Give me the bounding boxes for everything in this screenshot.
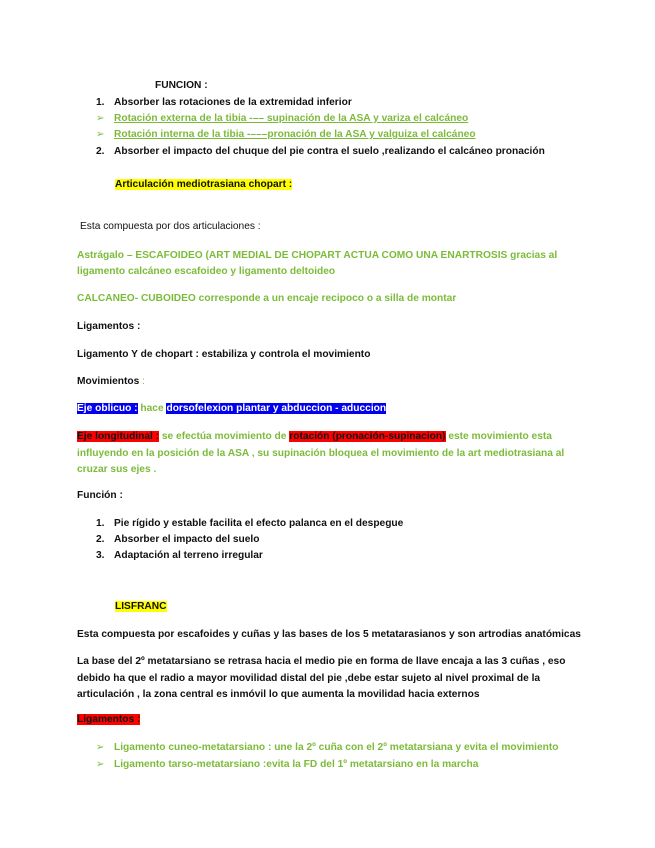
eje-oblicuo-desc: dorsofelexion plantar y abduccion - aduccion (166, 403, 387, 414)
arrow-bullet-icon: ➢ (96, 742, 105, 753)
funcion-subitem-1 (96, 112, 468, 125)
list-item-text: Absorber el impacto del chuque del pie contra el suelo ,realizando el calcáneo pronación (114, 146, 545, 157)
funcion-item-1 (96, 96, 352, 109)
chopart-ligamento-y: Ligamento Y de chopart : estabiliza y controla el movimiento (77, 349, 371, 360)
chopart-funcion-item-3: 3. Adaptación al terreno irregular (96, 550, 263, 561)
arrow-bullet-icon: ➢ (96, 129, 105, 140)
list-item-text: Rotación externa de la tibia -–– supinación de la ASA y variza el calcáneo (114, 113, 469, 124)
arrow-bullet-icon: ➢ (96, 759, 105, 770)
eje-longitudinal-paragraph: Eje longitudinal : se efectúa movimiento de rotación (pronación-supinacion) este movimiento esta influyendo en la posición de la ASA , su supinación bloquea el movimiento de la art mediotrasiana al cruzar sus ejes . (77, 431, 565, 475)
rotacion-highlight: rotación (pronación-supinacion) (289, 431, 446, 442)
arrow-bullet-icon: ➢ (96, 113, 105, 124)
lisfranc-ligamentos-label: Ligamentos : (77, 714, 141, 725)
funcion-subitem-2 (96, 128, 476, 141)
chopart-ligamentos-label: Ligamentos : (77, 321, 141, 332)
lisfranc-ligamento-1: ➢ Ligamento cuneo-metatarsiano : une la 2º cuña con el 2º metatarsiana y evita el movimiento (96, 742, 559, 753)
chopart-movimientos-label: Movimientos : (77, 376, 145, 387)
chopart-funcion-item-2: 2. Absorber el impacto del suelo (96, 534, 260, 545)
chopart-intro: Esta compuesta por dos articulaciones : (80, 221, 261, 232)
list-marker: 2. (96, 146, 105, 157)
eje-oblicuo-label: Eje oblicuo : (77, 403, 138, 414)
list-item-text: Absorber las rotaciones de la extremidad inferior (114, 97, 352, 108)
chopart-articulation-2: CALCANEO- CUBOIDEO corresponde a un encaje recipoco o a silla de montar (77, 293, 457, 304)
chopart-funcion-item-1: 1. Pie rígido y estable facilita el efecto palanca en el despegue (96, 518, 404, 529)
lisfranc-paragraph-1: Esta compuesta por escafoides y cuñas y las bases de los 5 metatarasianos y son artrodias anatómicas (77, 629, 581, 640)
lisfranc-ligamento-2: ➢ Ligamento tarso-metatarsiano :evita la FD del 1º metatarsiano en la marcha (96, 759, 479, 770)
eje-oblicuo-line: Eje oblicuo : hace dorsofelexion plantar y abduccion - aduccion (77, 403, 387, 414)
chopart-heading: Articulación mediotrasiana chopart : (115, 179, 293, 190)
lisfranc-paragraph-2: La base del 2º metatarsiano se retrasa hacia el medio pie en forma de llave encaja a las 3 cuñas , eso debido ha que el radio a mayor movilidad distal del pie ,debe estar sujeto al nivel proximal de la articulación , la zona central es inmóvil lo que aumenta la movilidad hacia externos (77, 656, 566, 700)
funcion-title: FUNCION : (155, 80, 208, 91)
eje-longitudinal-label: Eje longitudinal : (77, 431, 160, 442)
lisfranc-heading: LISFRANC (115, 601, 167, 612)
funcion-item-2 (96, 145, 545, 158)
chopart-funcion-label: Función : (77, 490, 123, 501)
list-item-text: Rotación interna de la tibia -–––pronación de la ASA y valguiza el calcáneo (114, 129, 476, 140)
chopart-articulation-1: Astrágalo – ESCAFOIDEO (ART MEDIAL DE CHOPART ACTUA COMO UNA ENARTROSIS gracias al ligamento calcáneo escafoideo y ligamento deltoideo (77, 250, 558, 277)
list-marker: 1. (96, 97, 105, 108)
